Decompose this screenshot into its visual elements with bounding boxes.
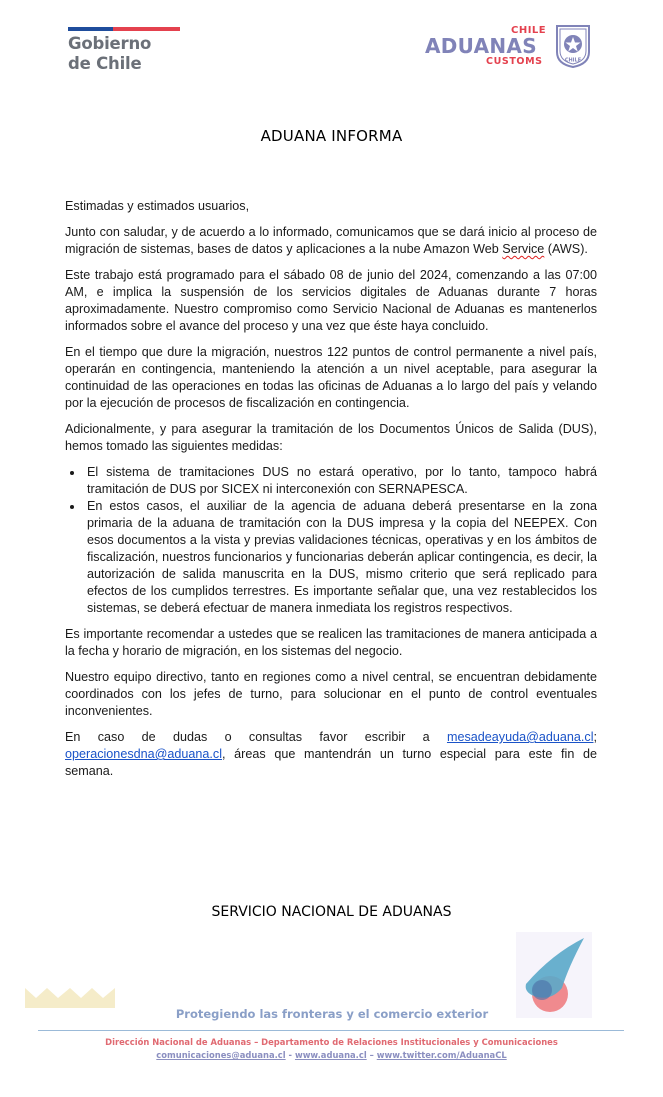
aduanas-shield-icon bbox=[555, 24, 591, 68]
footer-department: Dirección Nacional de Aduanas – Departamento de Relaciones Institucionales y Comunicaciones bbox=[105, 1037, 558, 1047]
paragraph-team: Nuestro equipo directivo, tanto en regiones como a nivel central, se encuentran debidamente coordinados con los jefes de turno, para solucionar en el punto de control eventuales inconvenientes. bbox=[65, 670, 597, 718]
measures-list bbox=[65, 464, 597, 617]
signature: SERVICIO NACIONAL DE ADUANAS bbox=[211, 904, 452, 920]
footer-slogan bbox=[0, 1007, 663, 1021]
aduanas-logo bbox=[425, 24, 595, 70]
footer-twitter-link[interactable]: www.twitter.com/AduanaCL bbox=[376, 1050, 507, 1060]
gobierno-line2: de Chile bbox=[68, 54, 142, 73]
greeting: Estimadas y estimados usuarios, bbox=[65, 199, 250, 213]
p7-separator: ; bbox=[593, 730, 597, 744]
footer-divider bbox=[38, 1030, 624, 1031]
gobierno-line1: Gobierno bbox=[68, 34, 152, 53]
document-body bbox=[65, 198, 597, 789]
p7-text-before: En caso de dudas o consultas favor escribir a bbox=[65, 730, 447, 744]
footer-separator: - bbox=[285, 1050, 295, 1060]
email-link-operaciones[interactable]: operacionesdna@aduana.cl bbox=[65, 747, 223, 761]
paragraph-recommendation: Es importante recomendar a ustedes que se realicen las tramitaciones de manera anticipada a la fecha y horario de migración, en los sistemas del negocio. bbox=[65, 627, 597, 658]
document-title: ADUANA INFORMA bbox=[260, 127, 403, 145]
p7-text-after: , áreas que mantendrán un turno especial para este fin de semana. bbox=[65, 747, 597, 778]
paragraph-measures-intro: Adicionalmente, y para asegurar la tramitación de los Documentos Únicos de Salida (DUS), hemos tomado las siguientes medidas: bbox=[65, 422, 597, 453]
zigzag-decoration-icon bbox=[25, 984, 115, 1008]
footer-contacts bbox=[0, 1050, 663, 1060]
gobierno-color-bar bbox=[68, 27, 180, 31]
p1-service-word: Service bbox=[502, 242, 545, 256]
list-item: En estos casos, el auxiliar de la agencia de aduana deberá presentarse en la zona primaria de la aduana de tramitación con la DUS impresa y la copia del NEEPEX. Con esos documentos a la vista y previas validaciones técnicas, operativas y en los ámbitos de fiscalización, nuestros funcionarios y funcionarias deberán aplicar contingencia, es decir, la autorización de salida manuscrita en la DUS, mismo criterio que será replicado para efectos de los cumplidos terrestres. Es importante señalar que, una vez restablecidos los sistemas, se deberá efectuar de manera inmediata los registros respectivos. bbox=[87, 499, 597, 615]
aduanas-chile-text: CHILE bbox=[511, 25, 547, 36]
footer-separator: – bbox=[366, 1050, 377, 1060]
aduanas-name-text: ADUANAS bbox=[425, 34, 537, 58]
email-link-mesadeayuda[interactable]: mesadeayuda@aduana.cl bbox=[446, 730, 594, 744]
slogan-text: Protegiendo las fronteras y el comercio exterior bbox=[175, 1007, 489, 1021]
paragraph-schedule: Este trabajo está programado para el sábado 08 de junio del 2024, comenzando a las 07:00 AM, e implica la suspensión de los servicios digitales de Aduanas durante 7 horas aproximadamente. Nuestro compromiso como Servicio Nacional de Aduanas es mantenerlos informados sobre el avance del proceso y una vez que éste haya concluido. bbox=[65, 268, 597, 333]
paragraph-intro bbox=[65, 224, 597, 258]
paragraph-contingency: En el tiempo que dure la migración, nuestros 122 puntos de control permanente a nivel país, operarán en contingencia, manteniendo la atención a un nivel aceptable, para asegurar la continuidad de las operaciones en todas las oficinas de Aduanas a lo largo del país y velando por la ejecución de procesos de fiscalización en contingencia. bbox=[65, 345, 597, 410]
footer-email-link[interactable]: comunicaciones@aduana.cl bbox=[156, 1050, 286, 1060]
gobierno-logo-text bbox=[68, 34, 188, 74]
list-item: El sistema de tramitaciones DUS no estará operativo, por lo tanto, tampoco habrá tramitación de DUS por SICEX ni interconexión con SERNAPESCA. bbox=[87, 465, 597, 496]
p1-text-after: (AWS). bbox=[544, 242, 588, 256]
footer-web-link[interactable]: www.aduana.cl bbox=[294, 1050, 367, 1060]
paragraph-contact bbox=[65, 729, 597, 780]
shield-text: CHILE bbox=[564, 57, 582, 64]
aduanas-customs-text: CUSTOMS bbox=[486, 56, 543, 67]
comet-decoration-icon bbox=[516, 932, 592, 1018]
p1-text-before: Junto con saludar, y de acuerdo a lo informado, comunicamos que se dará inicio al proceso de migración de sistemas, bases de datos y aplicaciones a la nube Amazon Web bbox=[65, 225, 597, 256]
